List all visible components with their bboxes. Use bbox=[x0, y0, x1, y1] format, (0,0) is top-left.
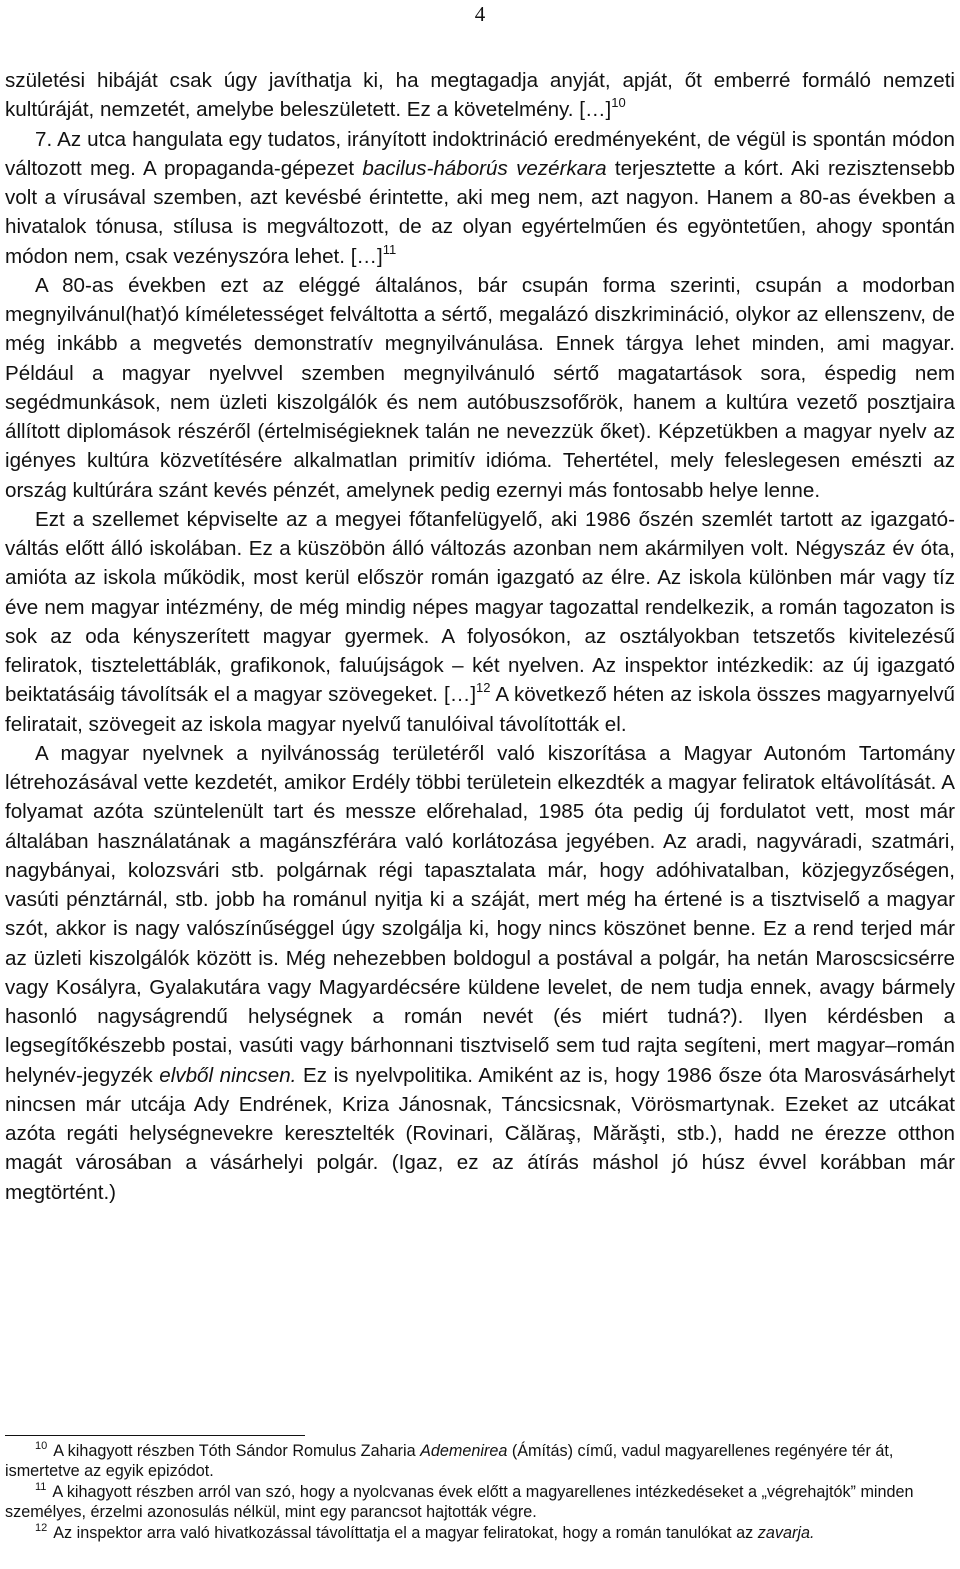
text-run: 7. Az utca hangulata egy tudatos, irányított indoktrináció eredményeként, de végül is spontán módon változott meg. A propaganda-gépezet bbox=[5, 127, 955, 180]
text-run: A 80-as években ezt az eléggé általános, bár csupán forma szerinti, csupán a modorban megnyilvánul(hat)ó kíméletességet felváltotta a sértő, megalázó diszkrimináció, olykor az ellenszenv, de még inkább a megvetés demonstratív megnyilvánulása. Ennek tárgya lehet minden, ami magyar. Például a magyar nyelvvel szemben megnyilvánuló sértő magatartások sora, éspedig nem segédmunkások, nem üzleti kiszolgálók és nem autóbuszsofőrök, hanem a kultúra vezető posztjaira állított diplomások részéről (értelmiségieknek talán ne nevezzük őket). Képzetükben a magyar nyelv az igényes kultúra közvetítésére alkalmatlan primitív idióma. Tehertétel, mely feleslegesen emészti az ország kultúrára szánt kevés pénzét, amelynek pedig ezernyi más fontosabb helye lenne. bbox=[5, 273, 955, 502]
footnote-divider bbox=[5, 1435, 305, 1436]
text-run: terjesztette a kórt. Aki rezisztensebb volt a vírusával szemben, azt kevésbé érintette, aki meg nem, azt nagyon. Hanem a 80-as években a hivatalok tónusa, stílusa is megváltozott, de az olyan egyértelműen és egyöntetűen, ahogy spontán módon nem, csak vezényszóra lehet. […] bbox=[5, 156, 956, 268]
paragraph bbox=[5, 505, 955, 739]
footnote-reference: 12 bbox=[476, 680, 491, 696]
paragraph bbox=[5, 66, 955, 125]
italic-text: elvből nincsen. bbox=[159, 1063, 297, 1087]
footnote bbox=[5, 1482, 957, 1522]
text-run: Az inspektor arra való hivatkozással távolíttatja el a magyar feliratokat, hogy a román tanulókat az bbox=[53, 1524, 758, 1542]
footnote-number: 11 bbox=[35, 1481, 47, 1493]
text-run: A magyar nyelvnek a nyilvánosság területéről való kiszorítása a Magyar Autonóm Tartomány létrehozásával vette kezdetét, amikor Erdély többi területein elkezdték a magyar feliratok eltávolítását. A folyamat azóta szüntelenült tart és messze előrehalad, 1985 óta pedig új fordulatot vett, most már általában használatának a magánszférára való korlátozása jegyében. Az aradi, nagyváradi, szatmári, nagybányai, kolozsvári stb. polgárnak régi tapasztalata már, hogy adóhivatalban, közjegyzőségen, vasúti pénztárnál, stb. jobb ha románul nyitja ki a száját, mert még ha értené is a tisztviselő a magyar szót, akkor is nagy valószínűséggel úgy szolgálja ki, hogy nincs köszönet benne. Ez a rend terjed már az üzleti kiszolgálók között is. Még nehezebben boldogul a postával a polgár, ha netán Maroscsicsérre vagy Kosályra, Gyalakutára vagy Magyardécsére küldene levelet, de nem tudja ennek, avagy bármely hasonló nagyságrendű helységnek a román nevét (és miért tudná?). Ilyen kérdésben a legsegítőkészebb postai, vasúti vagy bárhonnani tisztviselő sem tud rajta segíteni, mert magyar–román helynév-jegyzék bbox=[5, 741, 955, 1087]
text-run: A következő héten az iskola összes magyarnyelvű feliratait, szövegeit az iskola magyar nyelvű tanulóival távolították el. bbox=[5, 683, 955, 736]
text-run: születési hibáját csak úgy javíthatja ki, ha megtagadja anyját, apját, őt emberré formáló nemzeti kultúráját, nemzetét, amelybe beleszületett. Ez a követelmény. […] bbox=[5, 69, 955, 122]
italic-text: bacilus-háborús vezérkara bbox=[362, 156, 607, 180]
italic-text: zavarja. bbox=[757, 1524, 815, 1542]
italic-text: Ademenirea bbox=[420, 1442, 508, 1460]
footnote bbox=[5, 1441, 957, 1481]
paragraph bbox=[5, 125, 955, 271]
text-run: Ezt a szellemet képviselte az a megyei főtanfelügyelő, aki 1986 őszén szemlét tartott az igazgató-váltás előtt álló iskolában. Ez a küszöbön álló változás azonban nem akármilyen volt. Négyszáz év óta, amióta az iskola működik, most kerül először román igazgató az élre. Az iskola különben már vagy tíz éve nem magyar intézmény, de még mindig népes magyar tagozattal rendelkezik, a román tagozaton is sok az oda kényszerített magyar gyermek. A folyosókon, az osztályokban tetszetős kivitelezésű feliratok, tisztelettáblák, grafikonok, faluújságok – két nyelven. Az inspektor intézkedik: az új igazgató beiktatásáig távolítsák el a magyar szövegeket. […] bbox=[5, 507, 955, 707]
page-number: 4 bbox=[474, 2, 486, 26]
text-run: (Ámítás) című, vadul magyarellenes regényére tér át, ismertetve az egyik epizódot. bbox=[5, 1442, 894, 1480]
text-run: A kihagyott részben Tóth Sándor Romulus Zaharia bbox=[53, 1442, 421, 1460]
footnote-reference: 11 bbox=[382, 241, 397, 257]
text-run: A kihagyott részben arról van szó, hogy a nyolcvanas évek előtt a magyarellenes intézkedéseket a „végrehajtók” minden személyes, érzelmi azonosulás nélkül, mint egy parancsot hajtották végre. bbox=[5, 1483, 914, 1521]
footnote-number: 10 bbox=[35, 1440, 48, 1452]
paragraph bbox=[5, 739, 955, 1207]
text-run: Ez is nyelvpolitika. Amiként az is, hogy 1986 ősze óta Marosvásárhelyt nincsen már utcája Ady Endrének, Kriza Jánosnak, Táncsicsnak, Vörösmartynak. Ezeket az utcákat azóta regáti helységnevekre keresztelték (Rovinari, Călăraş, Mărăşti, stb.), hadd ne érezze otthon magát városában a vásárhelyi polgár. (Igaz, ez az átírás máshol jó húsz évvel korábban már megtörtént.) bbox=[5, 1063, 956, 1204]
footnote-number: 12 bbox=[35, 1522, 48, 1534]
body-text bbox=[5, 66, 955, 1207]
footnote bbox=[5, 1523, 957, 1543]
footnotes bbox=[5, 1441, 957, 1544]
paragraph bbox=[5, 271, 955, 505]
footnote-reference: 10 bbox=[611, 95, 626, 111]
